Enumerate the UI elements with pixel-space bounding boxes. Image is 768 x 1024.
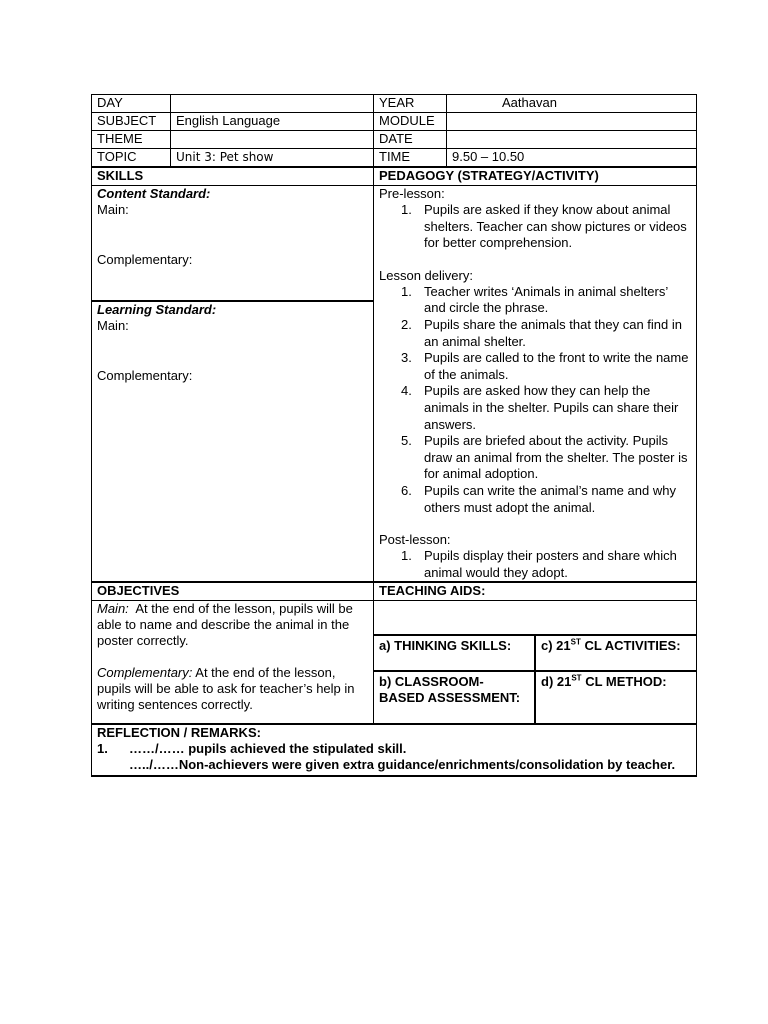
time-label: TIME [374, 149, 447, 168]
objectives-heading: OBJECTIVES [92, 582, 374, 601]
pre-lesson-list [379, 202, 691, 252]
date-value [447, 131, 697, 149]
subject-label: SUBJECT [92, 113, 171, 131]
day-value [171, 95, 374, 113]
module-value [447, 113, 697, 131]
aids-row-2 [374, 672, 696, 723]
lesson-plan [91, 94, 696, 777]
list-item: 1. Pupils display their posters and share which animal would they adopt. [401, 548, 677, 580]
year-value [447, 95, 697, 113]
reflection-cell [92, 724, 697, 776]
teaching-aids-heading: TEACHING AIDS: [374, 582, 697, 601]
list-item: 4. Pupils are asked how they can help the animals in the shelter. Pupils can share their answers. [401, 383, 679, 432]
content-standard-block [92, 186, 373, 302]
row-skills-pedagogy [92, 186, 697, 583]
pedagogy-cell [374, 186, 697, 583]
skills-heading: SKILLS [92, 167, 374, 186]
row-day-year [92, 95, 697, 113]
ls-complementary-label: Complementary: [97, 368, 193, 383]
row-objectives-aids-heading [92, 582, 697, 601]
module-label: MODULE [374, 113, 447, 131]
post-lesson-list [379, 548, 691, 581]
year-label: YEAR [374, 95, 447, 113]
list-item: 6. Pupils can write the animal’s name and why others must adopt the animal. [401, 482, 676, 515]
row-objectives-aids [92, 601, 697, 725]
post-lesson-label: Post-lesson: [379, 532, 451, 548]
classroom-assessment-label: b) CLASSROOM-BASED ASSESSMENT: [374, 672, 536, 723]
date-label: DATE [374, 131, 447, 149]
row-theme-date [92, 131, 697, 149]
year-value-text: Aathavan [502, 95, 557, 110]
reflection-line-1: 1. ……/…… pupils achieved the stipulated skill. [97, 741, 407, 757]
list-item: 2. Pupils share the animals that they can find in an animal shelter. [401, 316, 682, 349]
lesson-delivery-list [379, 284, 691, 516]
cl-method-label: d) 21ST CL METHOD: [541, 673, 667, 690]
row-section-headings [92, 167, 697, 186]
lesson-delivery-label: Lesson delivery: [379, 267, 473, 283]
theme-value [171, 131, 374, 149]
objective-main: Main: At the end of the lesson, pupils will be able to name and describe the animal in the poster correctly. [97, 601, 353, 649]
list-item: 3. Pupils are called to the front to write the name of the animals. [401, 350, 689, 382]
pedagogy-heading: PEDAGOGY (STRATEGY/ACTIVITY) [374, 167, 697, 186]
aids-row-1 [374, 636, 696, 672]
topic-value: Unit 3: Pet show [171, 149, 374, 168]
aids-cell [374, 601, 697, 725]
learning-standard-block [92, 302, 373, 384]
row-topic-time [92, 149, 697, 168]
objective-complementary: Complementary: At the end of the lesson, pupils will be able to ask for teacher’s help in writing sentences correctly. [97, 665, 355, 713]
skills-cell [92, 186, 374, 583]
objectives-cell [92, 601, 374, 725]
cs-main-label: Main: [97, 202, 129, 217]
cl-activities-label: c) 21ST CL ACTIVITIES: [541, 637, 681, 654]
day-label: DAY [92, 95, 171, 113]
content-standard-label: Content Standard: [97, 186, 211, 201]
reflection-line-2: …../……Non-achievers were given extra guidance/enrichments/consolidation by teacher. [129, 757, 676, 773]
topic-label: TOPIC [92, 149, 171, 168]
subject-value: English Language [171, 113, 374, 131]
pre-lesson-label: Pre-lesson: [379, 186, 445, 201]
time-value: 9.50 – 10.50 [447, 149, 697, 168]
cs-complementary-label: Complementary: [97, 252, 193, 267]
row-reflection [92, 724, 697, 776]
learning-standard-label: Learning Standard: [97, 302, 217, 317]
reflection-heading: REFLECTION / REMARKS: [97, 725, 261, 741]
theme-label: THEME [92, 131, 171, 149]
teaching-aids-blank [374, 601, 696, 636]
lesson-plan-table [91, 94, 697, 777]
thinking-skills-label: a) THINKING SKILLS: [374, 636, 536, 670]
list-item: 5. Pupils are briefed about the activity. Pupils draw an animal from the shelter. The poster is for animal adoption. [401, 433, 688, 482]
list-item: 1. Teacher writes ‘Animals in animal shelters’ and circle the phrase. [401, 283, 668, 316]
ls-main-label: Main: [97, 318, 129, 333]
row-subject-module [92, 113, 697, 131]
list-item: 1. Pupils are asked if they know about animal shelters. Teacher can show pictures or videos for better comprehension. [401, 202, 687, 251]
